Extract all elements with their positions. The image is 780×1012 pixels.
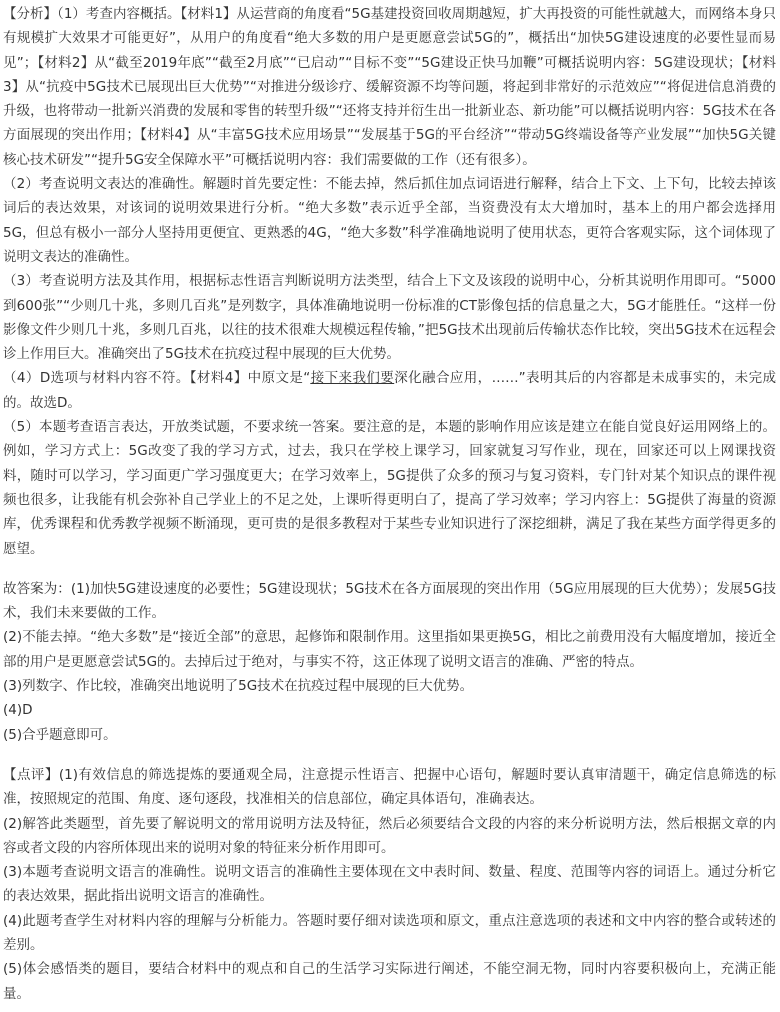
analysis-part-5: （5）本题考查语言表达，开放类试题，不要求统一答案。要注意的是，本题的影响作用应该是建立在能自觉良好运用网络上的。例如，学习方式上：5G改变了我的学习方式，过去，我只在学校上课学习，回家就复习写作业，现在，回家还可以上网课找资料，随时可以学习，学习面更广学习强度更大；在学习效率上，5G提供了众多的预习与复习资料，专门针对某个知识点的课件视频也很多，让我能有机会弥补自己学业上的不足之处，上课听得更明白了，提高了学习效率；学习内容上：5G提供了海量的资源库，优秀课程和优秀教学视频不断涌现，更可贵的是很多教程对于某些专业知识进行了深挖细耕，满足了我在某些方面学得更多的愿望。 bbox=[3, 419, 776, 557]
answer-4: (4)D bbox=[3, 702, 33, 719]
answer-3: (3)列数字、作比较，准确突出地说明了5G技术在抗疫过程中展现的巨大优势。 bbox=[3, 678, 474, 695]
comment-2: (2)解答此类题型，首先要了解说明文的常用说明方法及特征，然后必须要结合文段的内容的来分析说明方法，然后根据文章的内容或者文段的内容所体现出来的说明对象的特征来分析作用即可。 bbox=[3, 815, 776, 856]
analysis-part-2: （2）考查说明文表达的准确性。解题时首先要定性：不能去掉，然后抓住加点词语进行解释，结合上下文、上下句，比较去掉该词后的表达效果，对该词的说明效果进行分析。“绝大多数”表示近乎全部，当资费没有太大增加时，基本上的用户都会选择用5G，但总有极小一部分人坚持用更便宜、更熟悉的4G，“绝大多数”科学准确地说明了使用状态，更符合客观实际，这个词体现了说明文表达的准确性。 bbox=[3, 176, 776, 265]
section-gap bbox=[3, 747, 776, 763]
comment-1: 【点评】(1)有效信息的筛选提炼的要通观全局，注意提示性语言、把握中心语句，解题时要认真审清题干，确定信息筛选的标准，按照规定的范围、角度、逐句逐段，找准相关的信息部位，确定具体语句，准确表达。 bbox=[3, 766, 776, 808]
answer-5: (5)合乎题意即可。 bbox=[3, 726, 117, 743]
answer-section bbox=[3, 577, 776, 747]
section-gap bbox=[3, 561, 776, 577]
comment-section bbox=[3, 763, 776, 1006]
analysis-part-1: 【分析】（1）考查内容概括。【材料1】从运营商的角度看“5G基建投资回收周期越短，扩大再投资的可能性就越大，而网络本身只有规模扩大效果才可能更好”，从用户的角度看“绝大多数的用户是更愿意尝试5G的”，概括出“加快5G建设速度的必要性显而易见”；【材料2】从“截至2019年底”“截至2月底”“已启动”“目标不变”“5G建设正快马加鞭”可概括说明内容：5G建设现状；【材料3】从“抗疫中5G技术已展现出巨大优势”“对推进分级诊疗、缓解资源不均等问题，将起到非常好的示范效应”“将促进信息消费的升级，也将带动一批新兴消费的发展和零售的转型升级”“还将支持并衍生出一批新业态、新功能”可以概括说明内容：5G技术在各方面展现的突出作用；【材料4】从“丰富5G技术应用场景”“发展基于5G的平台经济”“带动5G终端设备等产业发展”“加快5G关键核心技术研发”“提升5G安全保障水平”可概括说明内容：我们需要做的工作（还有很多）。 bbox=[3, 6, 776, 168]
analysis-part-4-prefix: （4）D选项与材料内容不符。【材料4】中原文是“ bbox=[3, 370, 311, 387]
comment-4: (4)此题考查学生对材料内容的理解与分析能力。答题时要仔细对读选项和原文，重点注意选项的表述和文中内容的整合或转述的差别。 bbox=[3, 912, 776, 953]
answer-1: 故答案为：(1)加快5G建设速度的必要性；5G建设现状；5G技术在各方面展现的突出作用（5G应用展现的巨大优势）；发展5G技术，我们未来要做的工作。 bbox=[3, 580, 776, 622]
analysis-part-4-suffix: 深化融合应用，……”表明其后的内容都是未成事实的，未完成的。故选D。 bbox=[3, 370, 777, 411]
comment-3: (3)本题考查说明文语言的准确性。说明文语言的准确性主要体现在文中表时间、数量、程度、范围等内容的词语上。通过分析它的表达效果，据此指出说明文语言的准确性。 bbox=[3, 864, 776, 905]
analysis-part-4 bbox=[3, 366, 776, 415]
analysis-part-4-underlined: 接下来我们要 bbox=[310, 370, 395, 387]
analysis-section bbox=[3, 2, 776, 561]
analysis-part-3: （3）考查说明方法及其作用，根据标志性语言判断说明方法类型，结合上下文及该段的说明中心，分析其说明作用即可。“5000到600张”“少则几十兆，多则几百兆”是列数字，具体准确地说明一份标准的CT影像包括的信息量之大，5G才能胜任。“这样一份影像文件少则几十兆，多则几百兆，以往的技术很难大规模远程传输，”把5G技术出现前后传输状态作比较，突出5G技术在远程会诊上作用巨大。准确突出了5G技术在抗疫过程中展现的巨大优势。 bbox=[3, 273, 776, 363]
answer-2: (2)不能去掉。“绝大多数”是“接近全部”的意思，起修饰和限制作用。这里指如果更换5G，相比之前费用没有大幅度增加，接近全部的用户是更愿意尝试5G的。去掉后过于绝对，与事实不符，这正体现了说明文语言的准确、严密的特点。 bbox=[3, 629, 776, 670]
comment-5: (5)体会感悟类的题目，要结合材料中的观点和自己的生活学习实际进行阐述，不能空洞无物，同时内容要积极向上，充满正能量。 bbox=[3, 961, 776, 1002]
